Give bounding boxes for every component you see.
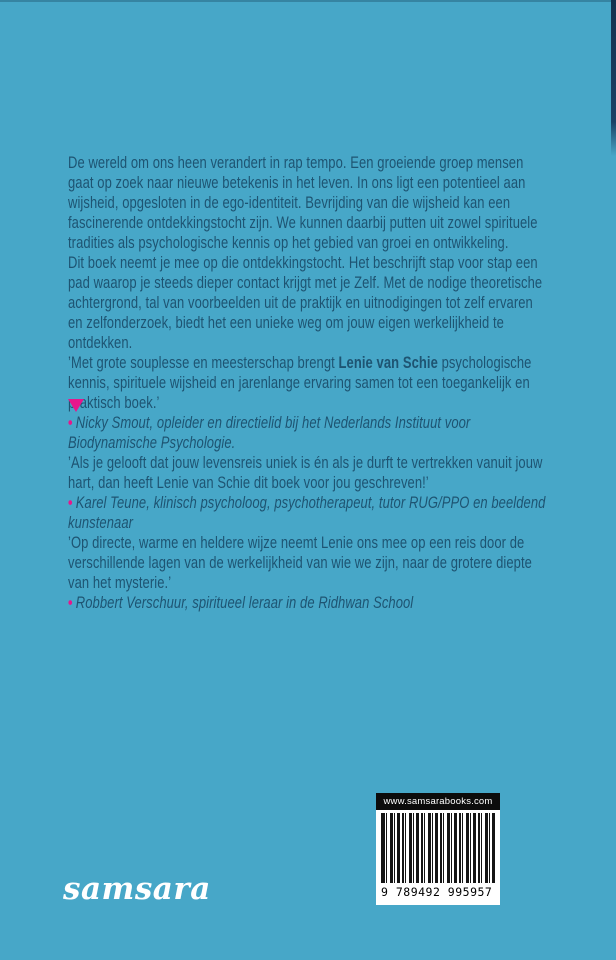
cover-top-edge-shadow bbox=[0, 0, 616, 2]
attribution-text: Robbert Verschuur, spiritueel leraar in de Ridhwan School bbox=[75, 594, 414, 612]
quote-attribution bbox=[68, 593, 550, 613]
quote-attribution bbox=[68, 493, 550, 533]
quote-text: ’Als je gelooft dat jouw levensreis uniek is én als je durft te vertrekken vanuit jouw hart, dan heeft Lenie van Schie dit boek voor jou geschreven!’ bbox=[68, 454, 543, 492]
attribution-text: Nicky Smout, opleider en directielid bij het Nederlands Instituut voor Biodynamische Psychologie. bbox=[68, 414, 471, 452]
barcode-icon bbox=[381, 813, 495, 883]
back-cover-text bbox=[68, 153, 550, 613]
endorsement-quote-3 bbox=[68, 533, 550, 613]
website-banner: www.samsarabooks.com bbox=[376, 793, 500, 810]
quote-text-before: ’Met grote souplesse en meesterschap brengt bbox=[68, 354, 339, 372]
endorsement-quote-2 bbox=[68, 453, 550, 533]
publisher-logo: samsara bbox=[63, 871, 211, 907]
endorsement-quote-1 bbox=[68, 353, 550, 453]
quote-text: ’Op directe, warme en heldere wijze neemt Lenie ons mee op een reis door de verschillende lagen van de werkelijkheid van wie we zijn, naar de grotere diepte van het mysterie.’ bbox=[68, 534, 532, 592]
intro-paragraph-1: De wereld om ons heen verandert in rap tempo. Een groeiende groep mensen gaat op zoek naar nieuwe betekenis in het leven. In ons ligt een potentieel aan wijsheid, opgesloten in de ego-identiteit. Bevrijding van die wijsheid kan een fascinerende ontdekkingstocht zijn. We kunnen daarbij putten uit zowel spirituele tradities als psychologische kennis op het gebied van groei en ontwikkeling. bbox=[68, 154, 538, 252]
spine-shadow-edge bbox=[611, 0, 616, 156]
quote-attribution bbox=[68, 413, 550, 453]
attribution-text: Karel Teune, klinisch psycholoog, psychotherapeut, tutor RUG/PPO en beeldend kunstenaar bbox=[68, 494, 546, 532]
bullet-icon: • bbox=[68, 414, 73, 432]
quote-text-after: psychologische kennis, spirituele wijsheid en jarenlange ervaring samen tot een toegankelijk en praktisch boek.’ bbox=[68, 354, 532, 412]
isbn-digits: 9 789492 995957 bbox=[381, 885, 493, 899]
triangle-down-icon bbox=[68, 399, 84, 412]
barcode-section bbox=[376, 793, 500, 905]
barcode-box bbox=[376, 810, 500, 905]
intro-paragraph-2: Dit boek neemt je mee op die ontdekkingstocht. Het beschrijft stap voor stap een pad waarop je steeds dieper contact krijgt met je Zelf. Met de nodige theoretische achtergrond, tal van voorbeelden uit de praktijk en uitnodigingen tot zelf ervaren en zelfonderzoek, biedt het een unieke weg om jouw eigen werkelijkheid te ontdekken. bbox=[68, 254, 543, 352]
bullet-icon: • bbox=[68, 494, 73, 512]
bullet-icon: • bbox=[68, 594, 73, 612]
quote-text bbox=[68, 353, 550, 413]
author-name-bold: Lenie van Schie bbox=[338, 354, 438, 372]
